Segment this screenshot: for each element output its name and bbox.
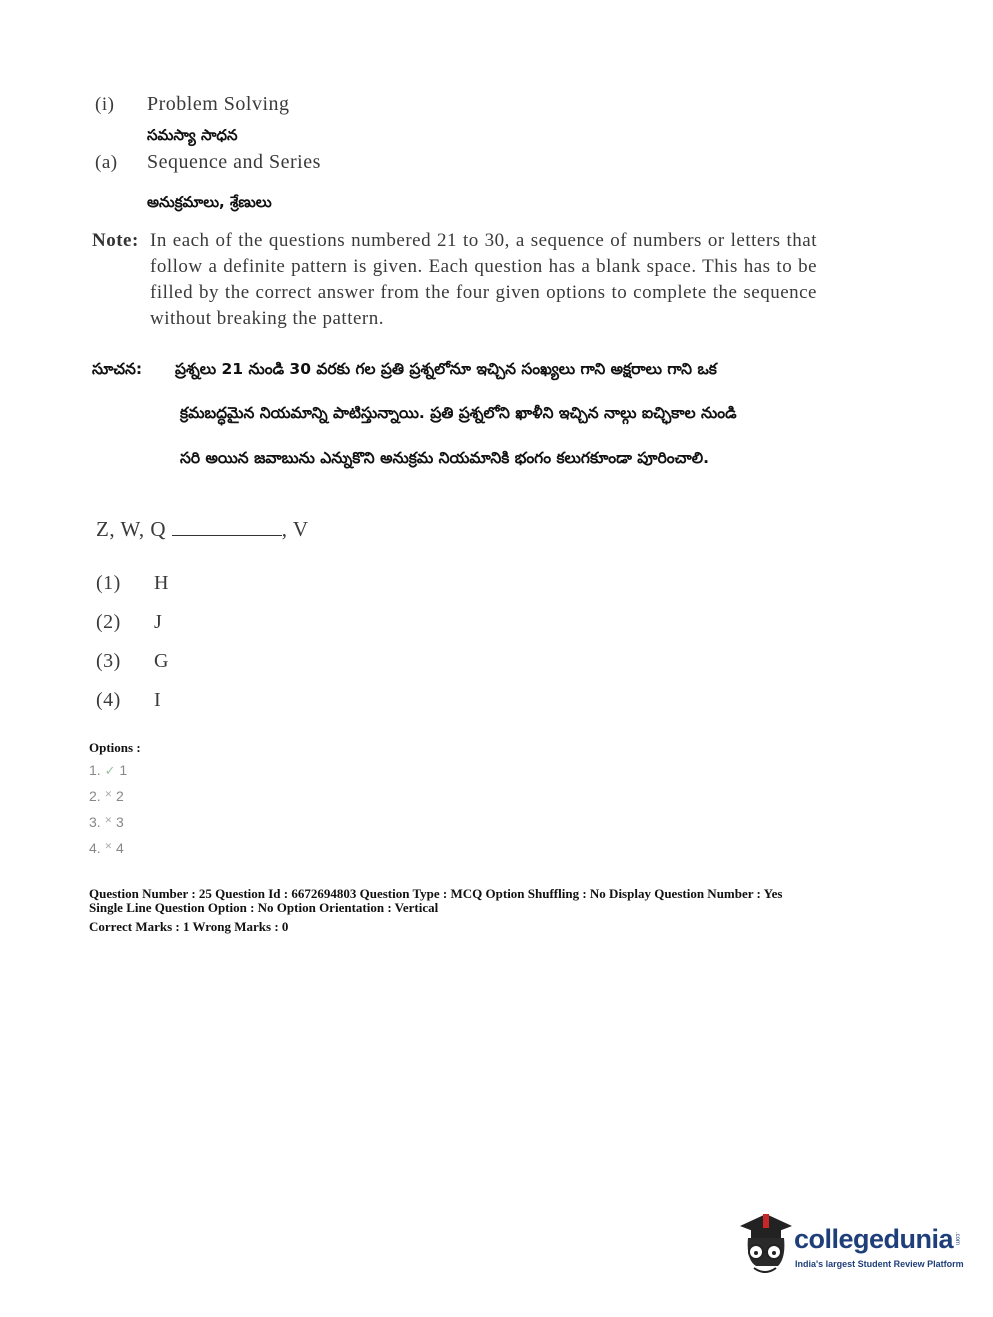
- section-telugu-sequence-series: అనుక్రమాలు, శ్రేణులు: [147, 193, 272, 211]
- cross-icon: ✕: [104, 815, 113, 825]
- choice-value: H: [154, 572, 169, 594]
- check-icon: ✓: [104, 763, 116, 778]
- telugu-note-line-3: సరి అయిన జవాబును ఎన్నుకొని అనుక్రమ నియమానికి భంగం కలుగకూండా పూరించాలి.: [180, 449, 709, 467]
- collegedunia-logo: [734, 1210, 964, 1280]
- option-index: 1.: [89, 762, 101, 778]
- telugu-note-label: సూచన:: [92, 360, 143, 378]
- telugu-note-line-2: క్రమబద్ధమైన నియమాన్ని పాటిస్తున్నాయి. ప్రతి ప్రశ్నలోని ఖాళీని ఇచ్చిన నాల్గు ఐచ్ఛికాల నుండి: [180, 404, 737, 422]
- note-label: Note:: [92, 230, 139, 251]
- option-index: 4.: [89, 840, 101, 856]
- choice-1: [96, 572, 169, 595]
- option-key-2: [89, 788, 124, 804]
- mascot-icon: [734, 1210, 796, 1278]
- telugu-note-line-1: ప్రశ్నలు 21 నుండి 30 వరకు గల ప్రతి ప్రశ్నలోనూ ఇచ్చిన సంఖ్యలు గాని అక్షరాలు గాని ఒక: [175, 360, 717, 378]
- section-number-a: (a): [95, 152, 118, 173]
- section-telugu-problem-solving: సమస్యా సాధన: [147, 126, 238, 144]
- option-value: 4: [116, 840, 124, 856]
- choice-2: [96, 611, 162, 634]
- section-title-sequence-series: Sequence and Series: [147, 151, 321, 173]
- section-title-problem-solving: Problem Solving: [147, 93, 290, 115]
- question-meta-line-1: Question Number : 25 Question Id : 6672694803 Question Type : MCQ Option Shuffling : No Display Question Number : Yes: [89, 886, 783, 901]
- cross-icon: ✕: [104, 789, 113, 799]
- option-index: 2.: [89, 788, 101, 804]
- choice-value: J: [154, 611, 163, 633]
- option-key-1: [89, 762, 127, 779]
- choice-number: (2): [96, 611, 121, 633]
- question-meta-line-3: Correct Marks : 1 Wrong Marks : 0: [89, 919, 289, 934]
- option-key-3: [89, 814, 124, 830]
- choice-number: (4): [96, 689, 121, 711]
- choice-4: [96, 689, 161, 712]
- option-index: 3.: [89, 814, 101, 830]
- option-value: 2: [116, 788, 124, 804]
- section-number-i: (i): [95, 94, 115, 115]
- logo-tagline: India's largest Student Review Platform: [795, 1259, 964, 1269]
- choice-value: I: [154, 689, 162, 711]
- instruction-note: [92, 228, 817, 332]
- choice-3: [96, 650, 169, 673]
- logo-wordmark: collegedunia: [794, 1224, 954, 1254]
- option-key-4: [89, 840, 124, 856]
- question-sequence: [96, 517, 309, 542]
- choice-number: (3): [96, 650, 121, 672]
- logo-domain: .com: [954, 1232, 960, 1246]
- choice-value: G: [154, 650, 169, 672]
- question-meta-line-2: Single Line Question Option : No Option Orientation : Vertical: [89, 900, 439, 915]
- cross-icon: ✕: [104, 841, 113, 851]
- options-label: Options :: [89, 740, 141, 755]
- option-value: 1: [119, 762, 128, 778]
- note-text: In each of the questions numbered 21 to 30, a sequence of numbers or letters that follow a definite pattern is given. Each question has a blank space. This has to be filled by the correct answer from the four given options to complete the sequence without breaking the pattern.: [150, 230, 817, 329]
- option-value: 3: [116, 814, 124, 830]
- choice-number: (1): [96, 572, 121, 594]
- sequence-suffix: , V: [281, 517, 309, 541]
- sequence-prefix: Z, W, Q: [96, 517, 167, 541]
- sequence-blank: [172, 517, 282, 536]
